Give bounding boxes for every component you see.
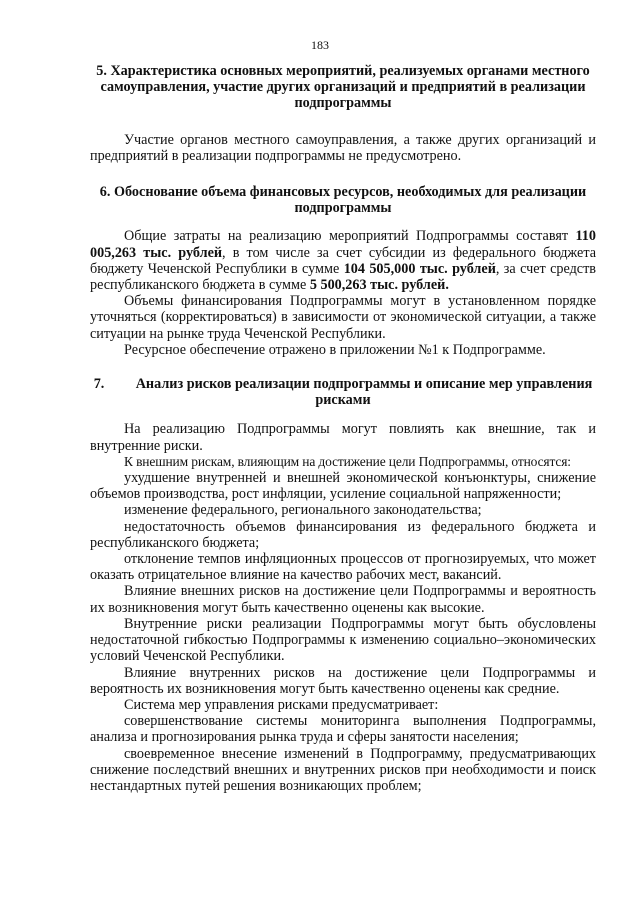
- risk-paragraph: изменение федерального, регионального законодательства;: [124, 502, 482, 519]
- section-5-heading: 5. Характеристика основных мероприятий, реализуемых органами местного самоуправления, участие других организаций и предприятий в реализации подпрограммы: [96, 63, 590, 112]
- risk-paragraph: К внешним рискам, влияющим на достижение цели Подпрограммы, относятся:: [124, 453, 571, 469]
- risk-paragraph: На реализацию Подпрограммы могут повлиять как внешние, так и внутренние риски.: [90, 421, 596, 454]
- risk-paragraph: Влияние внутренних рисков на достижение цели Подпрограммы и вероятность их возникновения могут быть качественно оценены как средние.: [90, 664, 596, 697]
- federal-subsidy-value: 104 505,000 тыс. рублей: [343, 260, 496, 277]
- risk-paragraph: недостаточность объемов финансирования из федерального бюджета и республиканского бюджета;: [90, 518, 596, 551]
- risk-paragraph: совершенствование системы мониторинга выполнения Подпрограммы, анализа и прогнозирования рынка труда и сферы занятости населения;: [90, 713, 596, 746]
- section-5-paragraph: Участие органов местного самоуправления, а также других организаций и предприятий в реализации подпрограммы не предусмотрено.: [90, 131, 596, 164]
- costs-text-3: , за счет средств республиканского бюджета в сумме: [90, 260, 597, 294]
- section-6-heading: 6. Обоснование объема финансовых ресурсов, необходимых для реализации подпрограммы: [99, 184, 587, 217]
- section-6-paragraph-costs: [90, 228, 596, 293]
- risk-paragraph: ухудшение внутренней и внешней экономической конъюнктуры, снижение объемов производства, рост инфляции, усиление социальной напряженности;: [90, 470, 596, 503]
- risk-paragraph: Влияние внешних рисков на достижение цели Подпрограммы и вероятность их возникновения могут быть качественно оценены как высокие.: [90, 583, 596, 616]
- risk-paragraph: своевременное внесение изменений в Подпрограмму, предусматривающих снижение последствий внешних и внутренних рисков при необходимости и поиск нестандартных путей решения возникающих проблем;: [90, 745, 596, 794]
- section-7-number: 7.: [93, 376, 105, 393]
- page-number: 183: [311, 38, 329, 52]
- costs-text-2: , в том числе за счет субсидии из федерального бюджета бюджету Чеченской Республики в сумме: [90, 244, 596, 277]
- document-body: [90, 63, 596, 794]
- section-7-heading: [90, 376, 596, 408]
- section-6-paragraph-resources: Ресурсное обеспечение отражено в приложении №1 к Подпрограмме.: [124, 341, 546, 358]
- risk-paragraph: отклонение темпов инфляционных процессов от прогнозируемых, что может оказать отрицательное влияние на качество рабочих мест, вакансий.: [90, 551, 596, 584]
- risk-paragraph: Система мер управления рисками предусматривает:: [124, 696, 439, 713]
- costs-text-1: Общие затраты на реализацию мероприятий Подпрограммы составят: [124, 228, 576, 245]
- section-7-title: Анализ рисков реализации подпрограммы и описание мер управления рисками: [135, 376, 593, 409]
- total-cost-value: 110 005,263 тыс. рублей: [90, 228, 596, 261]
- risk-paragraph: Внутренние риски реализации Подпрограммы могут быть обусловлены недостаточной гибкостью Подпрограммы к изменению социально–экономических условий Чеченской Республики.: [90, 615, 596, 665]
- republic-budget-value: 5 500,263 тыс. рублей.: [309, 277, 449, 294]
- section-6-paragraph-adjust: Объемы финансирования Подпрограммы могут в установленном порядке уточняться (корректироваться) в зависимости от экономической ситуации, а также ситуации на рынке труда Чеченской Республики.: [90, 293, 596, 342]
